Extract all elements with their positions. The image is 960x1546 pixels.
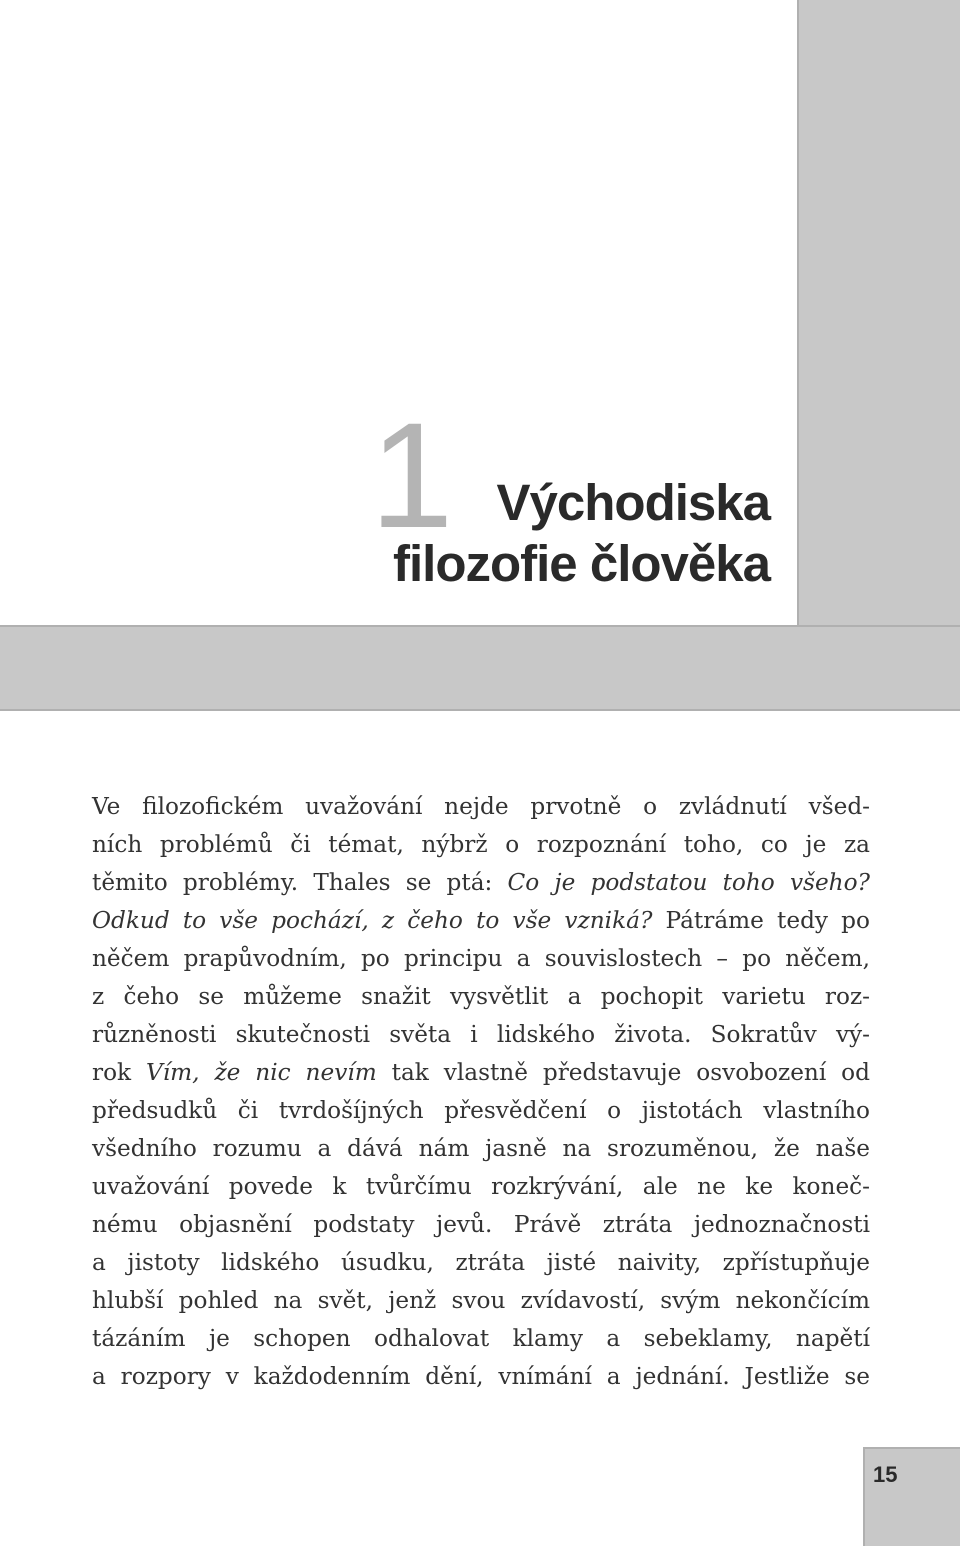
- body-line: [92, 1092, 870, 1130]
- body-line: [92, 940, 870, 978]
- text-run: ních problémů či témat, nýbrž o rozpoznání toho, co je za: [92, 831, 870, 858]
- body-line: [92, 1016, 870, 1054]
- body-line: [92, 902, 870, 940]
- italic-quote: Co je podstatou toho všeho?: [507, 869, 870, 896]
- text-run: hlubší pohled na svět, jenž svou zvídavostí, svým nekončícím: [92, 1287, 870, 1314]
- text-run: a rozpory v každodenním dění, vnímání a jednání. Jestliže se: [92, 1363, 870, 1390]
- chapter-title: [393, 472, 770, 594]
- chapter-side-strip: [797, 0, 960, 708]
- body-line: [92, 788, 870, 826]
- text-run: z čeho se můžeme snažit vysvětlit a pochopit varietu roz-: [92, 983, 870, 1010]
- body-line: [92, 1130, 870, 1168]
- page-number: 15: [873, 1462, 898, 1487]
- text-run: nému objasnění podstaty jevů. Právě ztráta jednoznačnosti: [92, 1211, 870, 1238]
- body-line: [92, 1320, 870, 1358]
- text-run: Ve filozofickém uvažování nejde prvotně o zvládnutí všed-: [92, 793, 870, 820]
- text-run: a jistoty lidského úsudku, ztráta jisté naivity, zpřístupňuje: [92, 1249, 870, 1276]
- text-run: Pátráme tedy po: [652, 907, 870, 934]
- body-line: [92, 826, 870, 864]
- text-run: rok: [92, 1059, 147, 1086]
- body-line: [92, 1244, 870, 1282]
- italic-quote: Vím, že nic nevím: [146, 1059, 377, 1086]
- text-run: tázáním je schopen odhalovat klamy a sebeklamy, napětí: [92, 1325, 870, 1352]
- text-run: těmito problémy. Thales se ptá:: [92, 869, 508, 896]
- body-line: [92, 978, 870, 1016]
- chapter-number: 1: [370, 391, 450, 559]
- body-line: [92, 1168, 870, 1206]
- chapter-title-line-2: filozofie člověka: [393, 535, 770, 592]
- text-run: tak vlastně představuje osvobození od: [376, 1059, 870, 1086]
- text-run: předsudků či tvrdošíjných přesvědčení o jistotách vlastního: [92, 1097, 870, 1124]
- body-line: [92, 1358, 870, 1396]
- text-run: všedního rozumu a dává nám jasně na srozuměnou, že naše: [92, 1135, 870, 1162]
- text-run: různěnosti skutečnosti světa i lidského života. Sokratův vý-: [92, 1021, 870, 1048]
- body-line: [92, 864, 870, 902]
- text-run: uvažování povede k tvůrčímu rozkrývání, ale ne ke koneč-: [92, 1173, 870, 1200]
- body-line: [92, 1282, 870, 1320]
- body-line: [92, 1054, 870, 1092]
- italic-quote: Odkud to vše pochází, z čeho to vše vzniká?: [92, 907, 653, 934]
- chapter-title-line-1: Východiska: [496, 474, 770, 531]
- chapter-header-band: [0, 625, 960, 711]
- body-line: [92, 1206, 870, 1244]
- body-paragraph: [92, 788, 870, 1396]
- text-run: něčem prapůvodním, po principu a souvislostech – po něčem,: [92, 945, 870, 972]
